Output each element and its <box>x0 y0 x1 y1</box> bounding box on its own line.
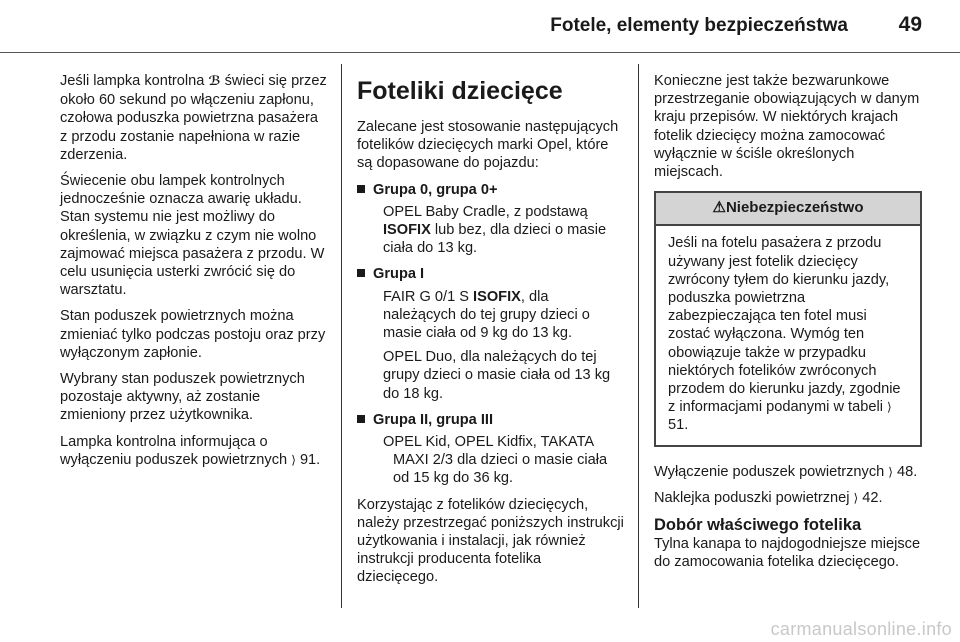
page-ref-arrow-icon: ⟩ <box>888 464 893 479</box>
page-ref-arrow-icon: ⟩ <box>291 452 296 467</box>
group-title: Grupa II, grupa III <box>373 411 494 428</box>
page-ref-link[interactable]: 48. <box>897 463 918 480</box>
paragraph-state-active: Wybrany stan poduszek powietrznych pozostaje aktywny, aż zostanie zmieniony przez użytkownika. <box>60 371 305 424</box>
list-item <box>357 265 625 402</box>
page-ref-link[interactable]: 51. <box>668 417 689 434</box>
column-1 <box>60 72 328 477</box>
list-item <box>357 411 625 488</box>
list-item <box>357 181 625 258</box>
page-ref-arrow-icon: ⟩ <box>887 400 892 415</box>
warning-title: Niebezpieczeństwo <box>725 199 864 217</box>
page-ref-arrow-icon: ⟩ <box>853 490 859 505</box>
paragraph-intro: Zalecane jest stosowanie następujących fotelików dziecięcych marki Opel, które są dopasowane do pojazdu: <box>357 119 619 172</box>
paragraph-outro: Korzystając z fotelików dziecięcych, należy przestrzegać poniższych instrukcji użytkowania i instalacji, jak również instrukcji producenta fotelika dziecięcego. <box>357 496 624 586</box>
airbag-off-lamp-icon: ℬ <box>208 74 221 89</box>
paragraph-regulations: Konieczne jest także bezwarunkowe przestrzeganie obowiązujących w danym kraju przepisów. W niektórych krajach fotelik dziecięcy można zamocować wyłącznie w ściśle określonych miejscach. <box>654 73 920 181</box>
paragraph-lamp: Jeśli lampka kontrolna ℬ świeci się przez około 60 sekund po włączeniu zapłonu, czołowa poduszka powietrzna pasażera z przodu zostanie napełniona w razie zderzenia. <box>60 73 327 163</box>
group-text: OPEL Duo, dla należących do tej grupy dzieci o masie ciała od 13 kg do 18 kg. <box>383 349 611 402</box>
column-3 <box>654 72 922 579</box>
watermark: carmanualsonline.info <box>770 619 952 639</box>
bullet-icon <box>357 185 365 193</box>
warning-box <box>654 191 922 446</box>
paragraph-rear-seat: Tylna kanapa to najdogodniejsze miejsce do zamocowania fotelika dziecięcego. <box>654 536 921 571</box>
column-2 <box>357 72 625 595</box>
column-divider-2 <box>638 64 639 608</box>
column-divider-1 <box>341 64 342 608</box>
header-divider <box>0 52 960 53</box>
group-title: Grupa 0, grupa 0+ <box>373 181 498 198</box>
group-text: FAIR G 0/1 S ISOFIX, dla należących do tej grupy dzieci o masie ciała od 9 kg do 13 kg. <box>383 288 590 342</box>
warning-triangle-icon: ⚠ <box>712 199 726 217</box>
page-number: 49 <box>898 13 922 36</box>
page-ref-link[interactable]: 42. <box>862 489 883 506</box>
page-ref-link[interactable]: 91. <box>299 451 321 468</box>
paragraph-lamp-info: Lampka kontrolna informująca o wyłączeniu poduszek powietrznych ⟩ 91. <box>60 433 321 468</box>
paragraph-airbag-off: Wyłączenie poduszek powietrznych ⟩ 48. <box>654 463 918 480</box>
group-title: Grupa I <box>373 266 425 283</box>
paragraph-airbag-label: Naklejka poduszki powietrznej ⟩ 42. <box>654 489 883 506</box>
group-text: OPEL Baby Cradle, z podstawą ISOFIX lub bez, dla dzieci o masie ciała do 13 kg. <box>383 203 607 257</box>
paragraph-change-state: Stan poduszek powietrznych można zmieniać tylko podczas postoju oraz przy wyłączonym zapłonie. <box>60 308 326 361</box>
warning-header <box>656 193 920 226</box>
paragraph-both-lamps: Świecenie obu lampek kontrolnych jednocześnie oznacza awarię układu. Stan systemu nie jest możliwy do określenia, w związku z czym nie wolno zajmować miejsca pasażera z przodu. W celu usunięcia usterki zwrócić się do warsztatu. <box>60 173 325 299</box>
page-header <box>0 0 960 52</box>
subsection-heading: Dobór właściwego fotelika <box>654 516 862 535</box>
group-text: OPEL Kid, OPEL Kidfix, TAKATA MAXI 2/3 dla dzieci o masie ciała od 15 kg do 36 kg. <box>383 434 608 487</box>
bullet-icon <box>357 269 365 277</box>
page-title: Fotele, elementy bezpieczeństwa <box>550 15 848 36</box>
section-heading: Foteliki dziecięce <box>357 77 563 105</box>
bullet-icon <box>357 415 365 423</box>
warning-body: Jeśli na fotelu pasażera z przodu używany jest fotelik dziecięcy zwrócony tyłem do kierunku jazdy, poduszka powietrzna zabezpieczająca ten fotel musi zostać wyłączona. Wymóg ten obowiązuje także w przypadku niektórych fotelików zwróconych przodem do kierunku jazdy, zgodnie z informacjami podanymi w tabeli ⟩ 51. <box>668 235 901 434</box>
